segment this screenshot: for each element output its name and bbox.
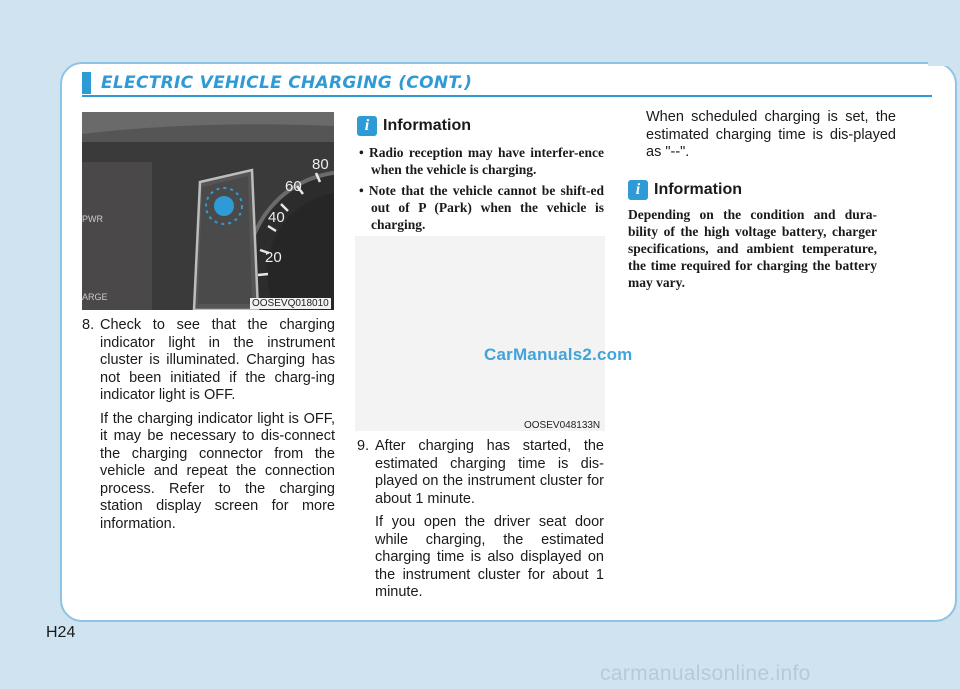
- section-header-rule: [82, 95, 932, 97]
- step-note: If the charging indicator light is OFF, it may be necessary to dis-connect the charging connector from the vehicle and repeat the connection process. Refer to the charging station display screen for more information.: [100, 410, 335, 532]
- step-9: [357, 438, 604, 602]
- info-heading-1: [357, 115, 557, 139]
- steps-list-middle: [357, 438, 604, 602]
- info-bullet: • Radio reception may have interfer-ence when the vehicle is charging.: [359, 145, 604, 177]
- info-bullet: • Note that the vehicle cannot be shift-ed out of P (Park) when the vehicle is charging.: [359, 183, 604, 232]
- info-bullets: [357, 144, 604, 237]
- figure-code-charging-screen: OOSEV048133N: [524, 420, 601, 431]
- section-header-marker: [82, 72, 91, 94]
- step-number: 8.: [82, 317, 95, 333]
- cluster-label-charge: ARGE: [82, 292, 108, 302]
- section-title: ELECTRIC VEHICLE CHARGING (CONT.): [101, 73, 473, 93]
- footer-watermark: carmanualsonline.info: [600, 662, 811, 685]
- step-text: After charging has started, the estimated charging time is dis-played on the instrument cluster for about 1 minute.: [375, 438, 604, 507]
- info-title: Information: [383, 117, 471, 134]
- charging-screen-figure: [355, 236, 605, 431]
- gauge-label-20: 20: [265, 249, 282, 266]
- scheduled-charging-note: When scheduled charging is set, the estimated charging time is dis-played as "--".: [646, 109, 896, 160]
- cluster-label-pwr: PWR: [82, 214, 103, 224]
- step-8: [82, 317, 335, 533]
- instrument-cluster-figure: [82, 112, 334, 310]
- info-text: Depending on the condition and dura-bility of the high voltage battery, charger specifications, and ambient temperature, the time required for charging the battery may vary.: [628, 207, 877, 290]
- step-text: Check to see that the charging indicator light in the instrument cluster is illuminated. Charging has not been initiated if the charg-ing indicator light is OFF.: [100, 317, 335, 403]
- step-note: If you open the driver seat door while charging, the estimated charging time is also displayed on the instrument cluster for about 1 minute.: [375, 514, 604, 600]
- watermark-text: CarManuals2.com: [484, 345, 633, 364]
- gauge-label-80: 80: [312, 156, 329, 173]
- figure-code-cluster: OOSEVQ018010: [252, 298, 329, 309]
- info-title: Information: [654, 181, 742, 198]
- steps-list-left: [82, 317, 335, 533]
- gauge-label-40: 40: [268, 209, 285, 226]
- page-tab-notch: [928, 58, 960, 66]
- info-icon: i: [628, 180, 648, 200]
- gauge-label-60: 60: [285, 178, 302, 195]
- instrument-cluster-illustration: [82, 112, 334, 310]
- page-number: H24: [46, 624, 76, 641]
- info-icon: i: [357, 116, 377, 136]
- info-heading-2: [628, 179, 828, 203]
- step-number: 9.: [357, 438, 370, 454]
